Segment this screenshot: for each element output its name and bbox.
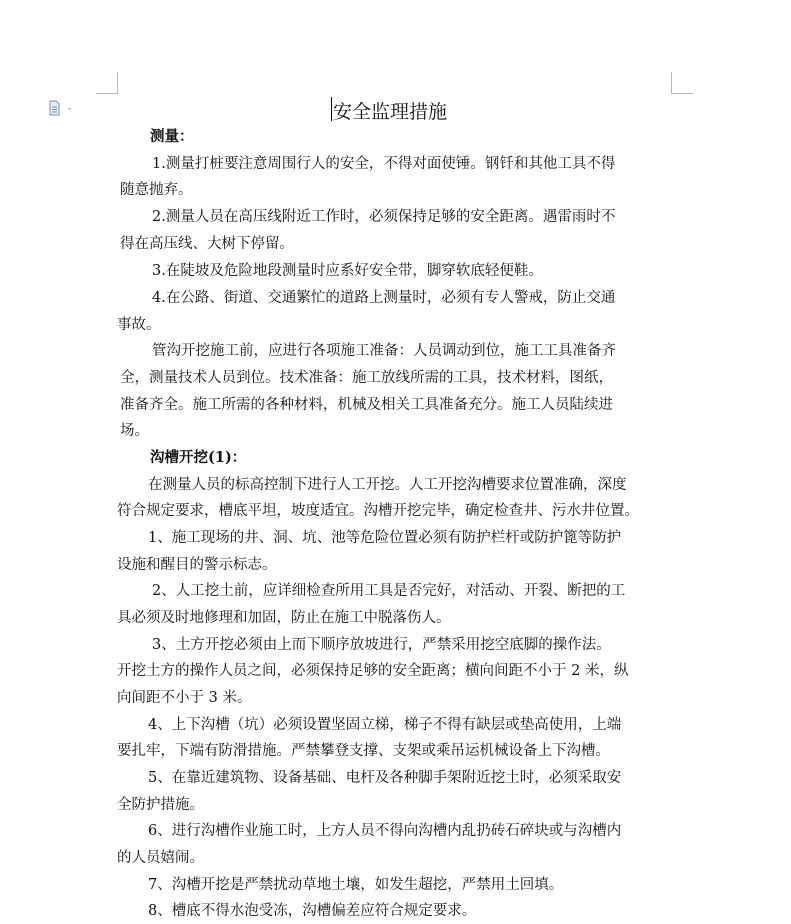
paragraph-line: 准备齐全。施工所需的各种材料，机械及相关工具准备充分。施工人员陆续进 [120,397,613,413]
paragraph-line: 事故。 [117,317,161,333]
paragraph-line: 具必须及时地修理和加固，防止在施工中脱落伤人。 [117,610,451,626]
heading-measurement: 测量： [150,128,194,145]
margin-corner-top-left-h [96,93,118,94]
margin-corner-top-right [671,72,672,94]
paragraph-line: 符合规定要求，槽底平坦，坡度适宜。沟槽开挖完毕，确定检查井、污水井位置。 [117,503,639,519]
paragraph-line: 在测量人员的标高控制下进行人工开挖。人工开挖沟槽要求位置准确，深度 [148,477,627,493]
paragraph-line: 全，测量技术人员到位。技术准备：施工放线所需的工具，技术材料，图纸， [120,370,613,386]
margin-corner-top-left [117,72,118,94]
paragraph-line: 4、上下沟槽（坑）必须设置坚固立梯，梯子不得有缺层或垫高使用，上端 [148,717,622,733]
paragraph-line: 5、在靠近建筑物、设备基础、电杆及各种脚手架附近挖土时，必须采取安 [148,770,622,786]
document-menu-icon[interactable] [48,100,74,116]
text-cursor [331,97,332,121]
paragraph-line: 场。 [120,423,149,439]
paragraph-line: 6、进行沟槽作业施工时，上方人员不得向沟槽内乱扔砖石碎块或与沟槽内 [148,823,622,839]
paragraph-line: 1、施工现场的井、洞、坑、池等危险位置必须有防护栏杆或防护篦等防护 [148,530,622,546]
paragraph-line: 3、土方开挖必须由上而下顺序放坡进行，严禁采用挖空底脚的操作法。 [152,637,611,653]
paragraph-line: 2、人工挖土前，应详细检查所用工具是否完好，对活动、开裂、断把的工 [152,583,626,599]
heading-trench-excavation: 沟槽开挖(1)： [150,449,247,466]
paragraph-line: 要扎牢，下端有防滑措施。严禁攀登支撑、支架或乘吊运机械设备上下沟槽。 [117,743,610,759]
document-title: 安全监理措施 [333,101,448,123]
paragraph-line: 开挖土方的操作人员之间，必须保持足够的安全距离；横向间距不小于 2 米，纵 [117,663,629,679]
paragraph-line: 3.在陡坡及危险地段测量时应系好安全带，脚穿软底轻便鞋。 [152,263,543,279]
paragraph-line: 管沟开挖施工前，应进行各项施工准备：人员调动到位，施工工具准备齐 [152,343,616,359]
paragraph-line: 7、沟槽开挖是严禁扰动草地土壤，如发生超挖，严禁用土回填。 [148,877,564,893]
paragraph-line: 随意抛弃。 [120,182,193,198]
paragraph-line: 得在高压线、大树下停留。 [120,236,294,252]
paragraph-line: 4.在公路、街道、交通繁忙的道路上测量时，必须有专人警戒，防止交通 [152,290,616,306]
paragraph-line: 全防护措施。 [117,797,204,813]
paragraph-line: 设施和醒目的警示标志。 [117,557,277,573]
paragraph-line: 的人员嬉闹。 [117,850,204,866]
paragraph-line: 1.测量打桩要注意周围行人的安全，不得对面使锤。钢钎和其他工具不得 [152,156,616,172]
margin-corner-top-right-h [671,93,693,94]
paragraph-line: 向间距不小于 3 米。 [117,690,252,706]
paragraph-line: 2.测量人员在高压线附近工作时，必须保持足够的安全距离。遇雷雨时不 [152,209,616,225]
paragraph-line: 8、槽底不得水泡受冻，沟槽偏差应符合规定要求。 [148,903,477,919]
